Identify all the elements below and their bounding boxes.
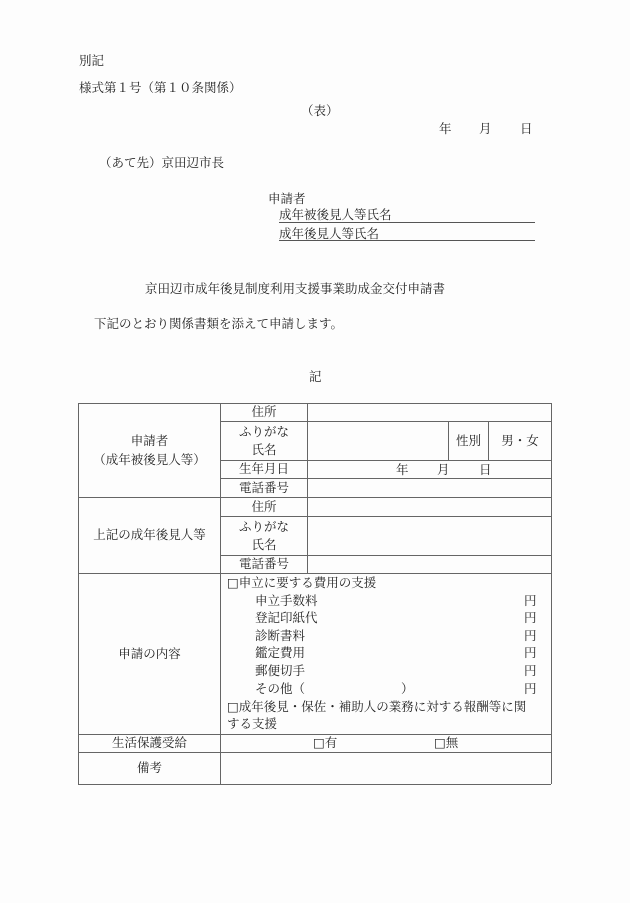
ward-name-field[interactable] [279,222,535,223]
guardian-name-field-cell[interactable] [308,517,551,555]
applicant-label: 申請者 [268,191,306,206]
fee-other-label: その他（ [255,681,306,696]
table-border-bottom [78,784,551,785]
ki-heading: 記 [309,369,322,384]
fee-item-label: 登記印紙代 [255,610,318,625]
applicant-section-label-line1: 申請者 [130,433,169,449]
remarks-label: 備考 [136,760,162,776]
birth-year: 年 [396,462,409,477]
side-label: （表） [301,103,339,118]
fee-other-close: ） [401,681,414,696]
fee-item-unit: 円 [524,663,537,678]
guardian-name-text: 氏名 [251,537,277,552]
welfare-label: 生活保護受給 [111,735,187,751]
gender-options[interactable]: 男・女 [501,432,539,448]
document-title: 京田辺市成年後見制度利用支援事業助成金交付申請書 [145,281,446,296]
applicant-phone-label: 電話番号 [238,479,289,495]
applicant-name-label [221,422,307,460]
birth-day: 日 [479,462,492,477]
date-year: 年 [439,121,452,136]
applicant-section-label-line2: （成年被後見人等） [93,451,206,467]
guardian-name-field[interactable] [279,240,535,241]
ward-name-label: 成年被後見人等氏名 [279,207,392,222]
applicant-address-field[interactable] [308,404,551,421]
content-section-label: 申請の内容 [118,645,181,661]
fee-item-unit: 円 [524,645,537,660]
applicant-address-label: 住所 [251,404,277,420]
fee-other-unit: 円 [524,681,537,696]
applicant-name-text: 氏名 [251,442,277,457]
fee-item-label: 診断書料 [255,628,306,643]
guardian-name-label: 成年後見人等氏名 [279,226,380,241]
fee-item-unit: 円 [524,610,537,625]
remarks-field[interactable] [221,753,551,784]
date-month: 月 [479,121,492,136]
filing-cost-option[interactable]: □申立に要する費用の支援 [227,575,377,590]
guardian-section-label: 上記の成年後見人等 [93,527,206,543]
guardian-name-label-cell [221,517,307,555]
fee-item-label: 郵便切手 [255,663,306,678]
fee-item-label: 申立手数料 [255,593,318,608]
guardian-phone-field[interactable] [308,556,551,573]
guardian-address-field[interactable] [308,498,551,516]
remuneration-option-line2: する支援 [227,716,278,731]
fee-item-label: 鑑定費用 [255,645,306,660]
remuneration-option-line1[interactable]: □成年後見・保佐・補助人の業務に対する報酬等に関 [227,699,527,714]
birth-month: 月 [437,462,450,477]
guardian-address-label: 住所 [251,498,277,514]
fee-item-unit: 円 [524,628,537,643]
form-number: 様式第１号（第１０条関係） [79,80,242,95]
date-day: 日 [520,121,533,136]
guardian-phone-label: 電話番号 [238,556,289,572]
welfare-no-checkbox[interactable]: □無 [434,735,459,750]
appendix-label: 別記 [79,53,105,68]
applicant-phone-field[interactable] [308,479,551,497]
intro-text: 下記のとおり関係書類を添えて申請します。 [94,316,344,331]
birthdate-label: 生年月日 [238,461,289,477]
applicant-name-field[interactable] [308,422,448,460]
gender-label: 性別 [455,432,481,448]
welfare-yes-checkbox[interactable]: □有 [313,735,338,750]
applicant-furigana-label: ふりがな [238,423,289,439]
addressee: （あて先）京田辺市長 [99,155,225,170]
table-border-right [551,403,552,784]
applicant-section-label [79,404,220,497]
guardian-furigana-label: ふりがな [238,518,289,534]
fee-item-unit: 円 [524,593,537,608]
